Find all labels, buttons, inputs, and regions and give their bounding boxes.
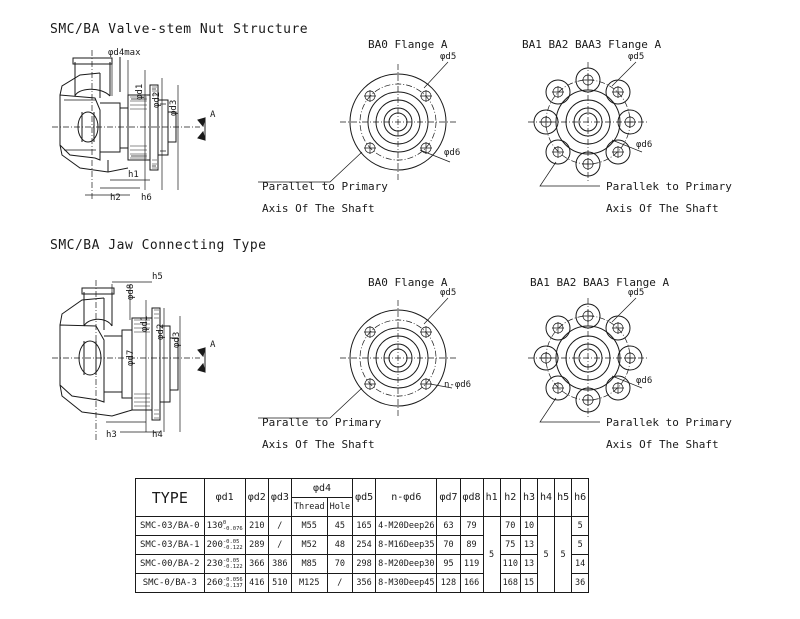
dim-d5-1: φd5 [440,52,457,62]
cell-type: SMC-0/BA-3 [136,574,205,593]
cell-d1 [204,536,245,555]
flange-ba123-label-1: BA1 BA2 BAA3 Flange A [522,38,662,51]
cell-d8: 166 [460,574,483,593]
cell-d8: 89 [460,536,483,555]
th-h4: h4 [538,479,555,517]
cell-d3: 386 [268,555,291,574]
note-a2-line2: Axis Of The Shaft [262,438,375,451]
cell-h2: 75 [500,536,520,555]
note-a1-line2: Axis Of The Shaft [262,202,375,215]
note-a2-line1: Paralle to Primary [262,416,382,429]
dim-h3-2: h3 [106,430,117,440]
cell-d3: 510 [268,574,291,593]
cell-h3: 13 [520,536,537,555]
cell-d4-thread: M125 [291,574,327,593]
cell-d8: 119 [460,555,483,574]
cell-h6: 5 [572,536,589,555]
th-d3: φd3 [268,479,291,517]
cell-d1-low: -0.122 [222,564,243,570]
dim-d5-2: φd5 [440,288,457,298]
flange-ba123-label-2: BA1 BA2 BAA3 Flange A [530,276,670,289]
cell-d1-low: -0.122 [222,545,243,551]
dim-d4max: φd4max [108,48,141,58]
th-d8: φd8 [460,479,483,517]
cell-h3: 13 [520,555,537,574]
cell-d2: 289 [245,536,268,555]
cell-d1-low: -0.137 [222,583,243,589]
cell-d7: 95 [437,555,460,574]
dim-h6: h6 [141,193,152,203]
cell-d4-thread: M85 [291,555,327,574]
section-title-valve-stem: SMC/BA Valve-stem Nut Structure [50,22,309,37]
th-d5: φd5 [353,479,376,517]
flange-ba0-label-2: BA0 Flange A [368,276,448,289]
cell-d4-hole: 48 [327,536,352,555]
cell-d5: 298 [353,555,376,574]
dim-d6-1: φd6 [444,148,461,158]
cell-d4-thread: M55 [291,517,327,536]
cell-d1 [204,574,245,593]
dim-d6-2b: φd6 [636,376,653,386]
dim-d1-2: φd1 [140,315,150,332]
th-type: TYPE [136,479,205,517]
cell-d7: 70 [437,536,460,555]
cell-type: SMC-00/BA-2 [136,555,205,574]
flange-ba0-label-1: BA0 Flange A [368,38,448,51]
th-h3: h3 [520,479,537,517]
cell-d1-nom: 200 [206,540,223,550]
dim-h1: h1 [128,170,139,180]
th-d4: φd4 [291,479,352,498]
cell-d1-up: -0.05 [222,539,240,545]
note-b1-line2: Axis Of The Shaft [606,202,719,215]
th-h5: h5 [555,479,572,517]
dim-h5-2: h5 [152,272,163,282]
cell-d1-low: -0.076 [222,526,243,532]
cell-d2: 210 [245,517,268,536]
table-header-row-1 [136,479,589,498]
cell-d5: 165 [353,517,376,536]
cell-d6: 8-M16Deep35 [376,536,437,555]
th-d2: φd2 [245,479,268,517]
dim-d1: φd1 [135,83,145,100]
dim-d3-2: φd3 [172,331,182,348]
cell-d3: / [268,517,291,536]
cell-d6: 8-M20Deep30 [376,555,437,574]
cell-d8: 79 [460,517,483,536]
note-b2-line1: Parallek to Primary [606,416,732,429]
th-d4-thread: Thread [291,498,327,517]
th-h6: h6 [572,479,589,517]
cell-h2: 110 [500,555,520,574]
spec-table-wrap [135,478,589,593]
dim-d5-1b: φd5 [628,52,645,62]
dim-h2: h2 [110,193,121,203]
th-h1: h1 [483,479,500,517]
cell-type: SMC-03/BA-0 [136,517,205,536]
cell-d4-hole: / [327,574,352,593]
th-d4-hole: Hole [327,498,352,517]
table-row [136,536,589,555]
cell-h2: 168 [500,574,520,593]
cell-d1-up: -0.05 [222,558,240,564]
dim-d5-2b: φd5 [628,288,645,298]
cell-d1-nom: 260 [206,578,223,588]
dim-d7-2: φd7 [126,349,136,366]
note-b2-line2: Axis Of The Shaft [606,438,719,451]
section-mark-a-1: A [210,110,216,120]
cell-h4: 5 [538,517,555,593]
note-b1-line1: Parallek to Primary [606,180,732,193]
cell-type: SMC-03/BA-1 [136,536,205,555]
table-row [136,555,589,574]
cell-d5: 254 [353,536,376,555]
cell-d6: 8-M30Deep45 [376,574,437,593]
cell-d2: 416 [245,574,268,593]
cell-d7: 63 [437,517,460,536]
th-d7: φd7 [437,479,460,517]
cell-h1: 5 [483,517,500,593]
section-title-jaw: SMC/BA Jaw Connecting Type [50,238,267,253]
cell-h6: 36 [572,574,589,593]
table-row [136,517,589,536]
cell-d3: / [268,536,291,555]
cell-d2: 366 [245,555,268,574]
cell-h6: 14 [572,555,589,574]
cell-d1-up: -0.056 [222,577,243,583]
cell-d1-nom: 230 [206,559,223,569]
cell-d7: 128 [437,574,460,593]
cell-d1-up: 0 [222,520,227,526]
dim-d2: φd2 [152,91,162,108]
table-row [136,574,589,593]
hole-callout-2: n-φd6 [444,380,472,390]
cell-d1 [204,517,245,536]
dim-d6-1b: φd6 [636,140,653,150]
cell-h3: 10 [520,517,537,536]
dim-d3: φd3 [169,99,179,116]
spec-table [135,478,589,593]
cell-d5: 356 [353,574,376,593]
cell-d6: 4-M20Deep26 [376,517,437,536]
note-a1-line1: Parallel to Primary [262,180,388,193]
cell-d4-thread: M52 [291,536,327,555]
cell-d4-hole: 70 [327,555,352,574]
th-d1: φd1 [204,479,245,517]
th-d6: n-φd6 [376,479,437,517]
dim-d8-2: φd8 [126,283,136,300]
cell-d1 [204,555,245,574]
cell-h2: 70 [500,517,520,536]
cell-h3: 15 [520,574,537,593]
section-mark-a-2: A [210,340,216,350]
cell-h5: 5 [555,517,572,593]
dim-d2-2: φd2 [156,323,166,340]
cell-h6: 5 [572,517,589,536]
th-h2: h2 [500,479,520,517]
dim-h4-2: h4 [152,430,163,440]
cell-d4-hole: 45 [327,517,352,536]
cell-d1-nom: 130 [206,521,223,531]
